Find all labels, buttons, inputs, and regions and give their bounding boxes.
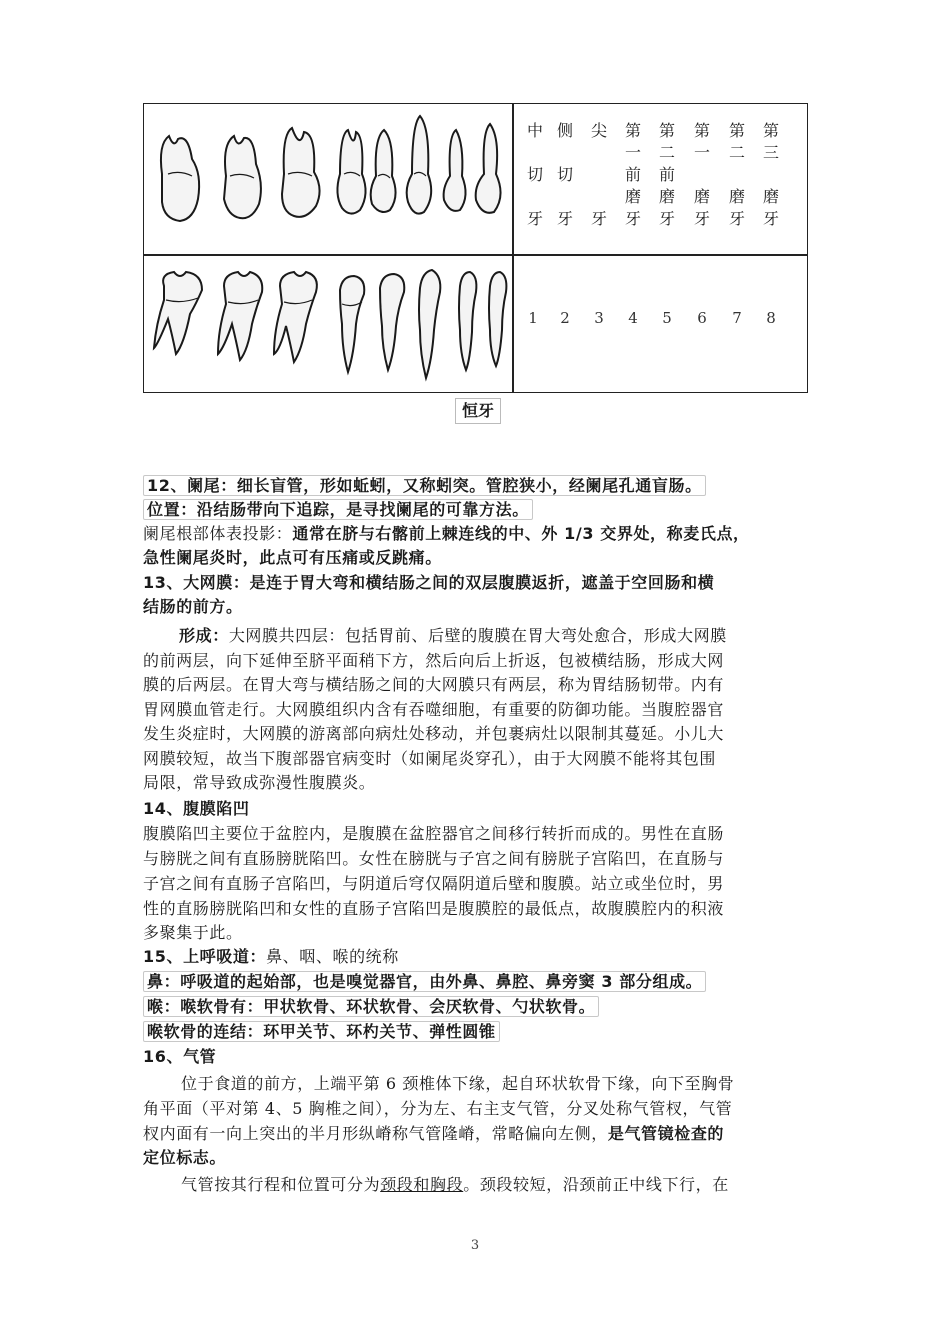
section-14-line-5: 多聚集于此。 xyxy=(143,923,243,942)
section-14-heading: 14、腹膜陷凹 xyxy=(143,799,250,818)
permanent-teeth-figure xyxy=(143,103,808,393)
section-14-line-3: 子宫之间有直肠子宫陷凹，与阴道后穹仅隔阴道后壁和腹膜。站立或坐位时，男 xyxy=(143,874,725,893)
section-14-line-1: 腹膜陷凹主要位于盆腔内，是腹膜在盆腔器官之间移行转折而成的。男性在直肠 xyxy=(143,824,725,843)
section-13-line-7: 局限，常导致成弥漫性腹膜炎。 xyxy=(143,773,376,792)
section-13-line-3: 膜的后两层。在胃大弯与横结肠之间的大网膜只有两层，称为胃结肠韧带。内有 xyxy=(143,675,725,694)
tooth-number-4: 4 xyxy=(628,309,638,327)
section-16-line-1: 位于食道的前方，上端平第 6 颈椎体下缘，起自环状软骨下缘，向下至胸骨 xyxy=(181,1074,735,1093)
tooth-label-second-premolar: 第 二 前 磨 牙 xyxy=(658,121,675,228)
figure-column-divider xyxy=(512,104,514,392)
section-15-larynx: 喉：喉软骨有：甲状软骨、环状软骨、会厌软骨、勺状软骨。 xyxy=(143,995,599,1019)
upper-central-incisor-drawing xyxy=(476,124,501,213)
section-13-line-2: 的前两层，向下延伸至脐平面稍下方，然后向后上折返，包被横结肠，形成大网 xyxy=(143,651,725,670)
upper-molar-1-drawing xyxy=(161,136,199,221)
section-16-line-3: 杈内面有一向上突出的半月形纵嵴称气管隆嵴，常略偏向左侧，是气管镜检查的 xyxy=(143,1124,725,1143)
upper-canine-drawing xyxy=(407,116,432,214)
tooth-label-canine: 尖 牙 xyxy=(590,121,607,228)
lower-molar-3-drawing xyxy=(274,272,317,362)
section-12-projection-cont: 急性阑尾炎时，此点可有压痛或反跳痛。 xyxy=(143,548,442,567)
section-13-line-6: 网膜较短，故当下腹部器官病变时（如阑尾炎穿孔），由于大网膜不能将其包围 xyxy=(143,749,717,768)
section-13-heading-cont: 结肠的前方。 xyxy=(143,597,243,616)
section-16-heading: 16、气管 xyxy=(143,1047,217,1066)
lower-central-incisor-drawing xyxy=(489,272,506,366)
section-12-position: 位置：沿结肠带向下追踪，是寻找阑尾的可靠方法。 xyxy=(143,498,533,522)
section-13-line-4: 胃网膜血管走行。大网膜组织内含有吞噬细胞，有重要的防御功能。当腹腔器官 xyxy=(143,700,725,719)
tooth-number-1: 1 xyxy=(528,309,538,327)
tooth-label-first-premolar: 第 一 前 磨 牙 xyxy=(624,121,641,228)
projection-label: 阑尾根部体表投影： xyxy=(143,524,293,543)
figure-caption: 恒牙 xyxy=(455,398,501,424)
upper-premolar-1-drawing xyxy=(337,130,365,214)
lower-molar-2-drawing xyxy=(218,272,262,360)
tooth-label-third-molar: 第 三 磨 牙 xyxy=(762,121,779,228)
section-14-line-4: 性的直肠膀胱陷凹和女性的直肠子宫陷凹是腹膜腔的最低点，故腹膜腔内的积液 xyxy=(143,899,725,918)
tooth-label-first-molar: 第 一 磨 牙 xyxy=(693,121,710,228)
section-16-line-2: 角平面（平对第 4、5 胸椎之间），分为左、右主支气管，分叉处称气管杈，气管 xyxy=(143,1099,733,1118)
upper-premolar-2-drawing xyxy=(371,130,396,212)
lower-premolar-1-drawing xyxy=(340,276,364,372)
tooth-number-6: 6 xyxy=(697,309,707,327)
section-15-nose: 鼻：呼吸道的起始部，也是嗅觉器官，由外鼻、鼻腔、鼻旁窦 3 部分组成。 xyxy=(143,970,706,994)
section-14-line-2: 与膀胱之间有直肠膀胱陷凹。女性在膀胱与子宫之间有膀胱子宫陷凹，在直肠与 xyxy=(143,849,725,868)
figure-row-divider xyxy=(144,254,807,256)
tooth-number-3: 3 xyxy=(594,309,604,327)
lower-premolar-2-drawing xyxy=(380,274,404,370)
section-15-joints: 喉软骨的连结：环甲关节、环杓关节、弹性圆锥 xyxy=(143,1020,500,1044)
page-number: 3 xyxy=(470,1238,480,1253)
lower-lateral-incisor-drawing xyxy=(459,272,476,370)
tooth-number-5: 5 xyxy=(662,309,672,327)
lower-canine-drawing xyxy=(419,270,440,378)
tooth-label-lateral-incisor: 侧 切 牙 xyxy=(556,121,573,228)
tooth-number-2: 2 xyxy=(560,309,570,327)
section-12-heading: 12、阑尾：细长盲管，形如蚯蚓，又称蚓突。管腔狭小，经阑尾孔通盲肠。 xyxy=(143,474,706,498)
section-13-line-1: 形成：大网膜共四层：包括胃前、后壁的腹膜在胃大弯处愈合，形成大网膜 xyxy=(179,626,727,645)
lower-molar-1-drawing xyxy=(154,272,202,354)
upper-molar-2-drawing xyxy=(224,136,261,218)
section-12-projection: 阑尾根部体表投影：通常在脐与右髂前上棘连线的中、外 1/3 交界处，称麦氏点， xyxy=(143,524,750,543)
tooth-label-second-molar: 第 二 磨 牙 xyxy=(728,121,745,228)
section-15-heading: 15、上呼吸道：鼻、咽、喉的统称 xyxy=(143,947,399,966)
section-16-line-5: 气管按其行程和位置可分为颈段和胸段。颈段较短，沿颈前正中线下行，在 xyxy=(181,1175,729,1194)
section-16-line-4: 定位标志。 xyxy=(143,1148,227,1167)
upper-lateral-incisor-drawing xyxy=(444,130,466,211)
tooth-number-7: 7 xyxy=(732,309,742,327)
section-13-heading: 13、大网膜：是连于胃大弯和横结肠之间的双层腹膜返折，遮盖于空回肠和横 xyxy=(143,573,715,592)
tooth-label-central-incisor: 中 切 牙 xyxy=(526,121,543,228)
section-13-line-5: 发生炎症时，大网膜的游离部向病灶处移动，并包裹病灶以限制其蔓延。小儿大 xyxy=(143,724,725,743)
teeth-drawing xyxy=(144,104,512,392)
tooth-number-8: 8 xyxy=(766,309,776,327)
